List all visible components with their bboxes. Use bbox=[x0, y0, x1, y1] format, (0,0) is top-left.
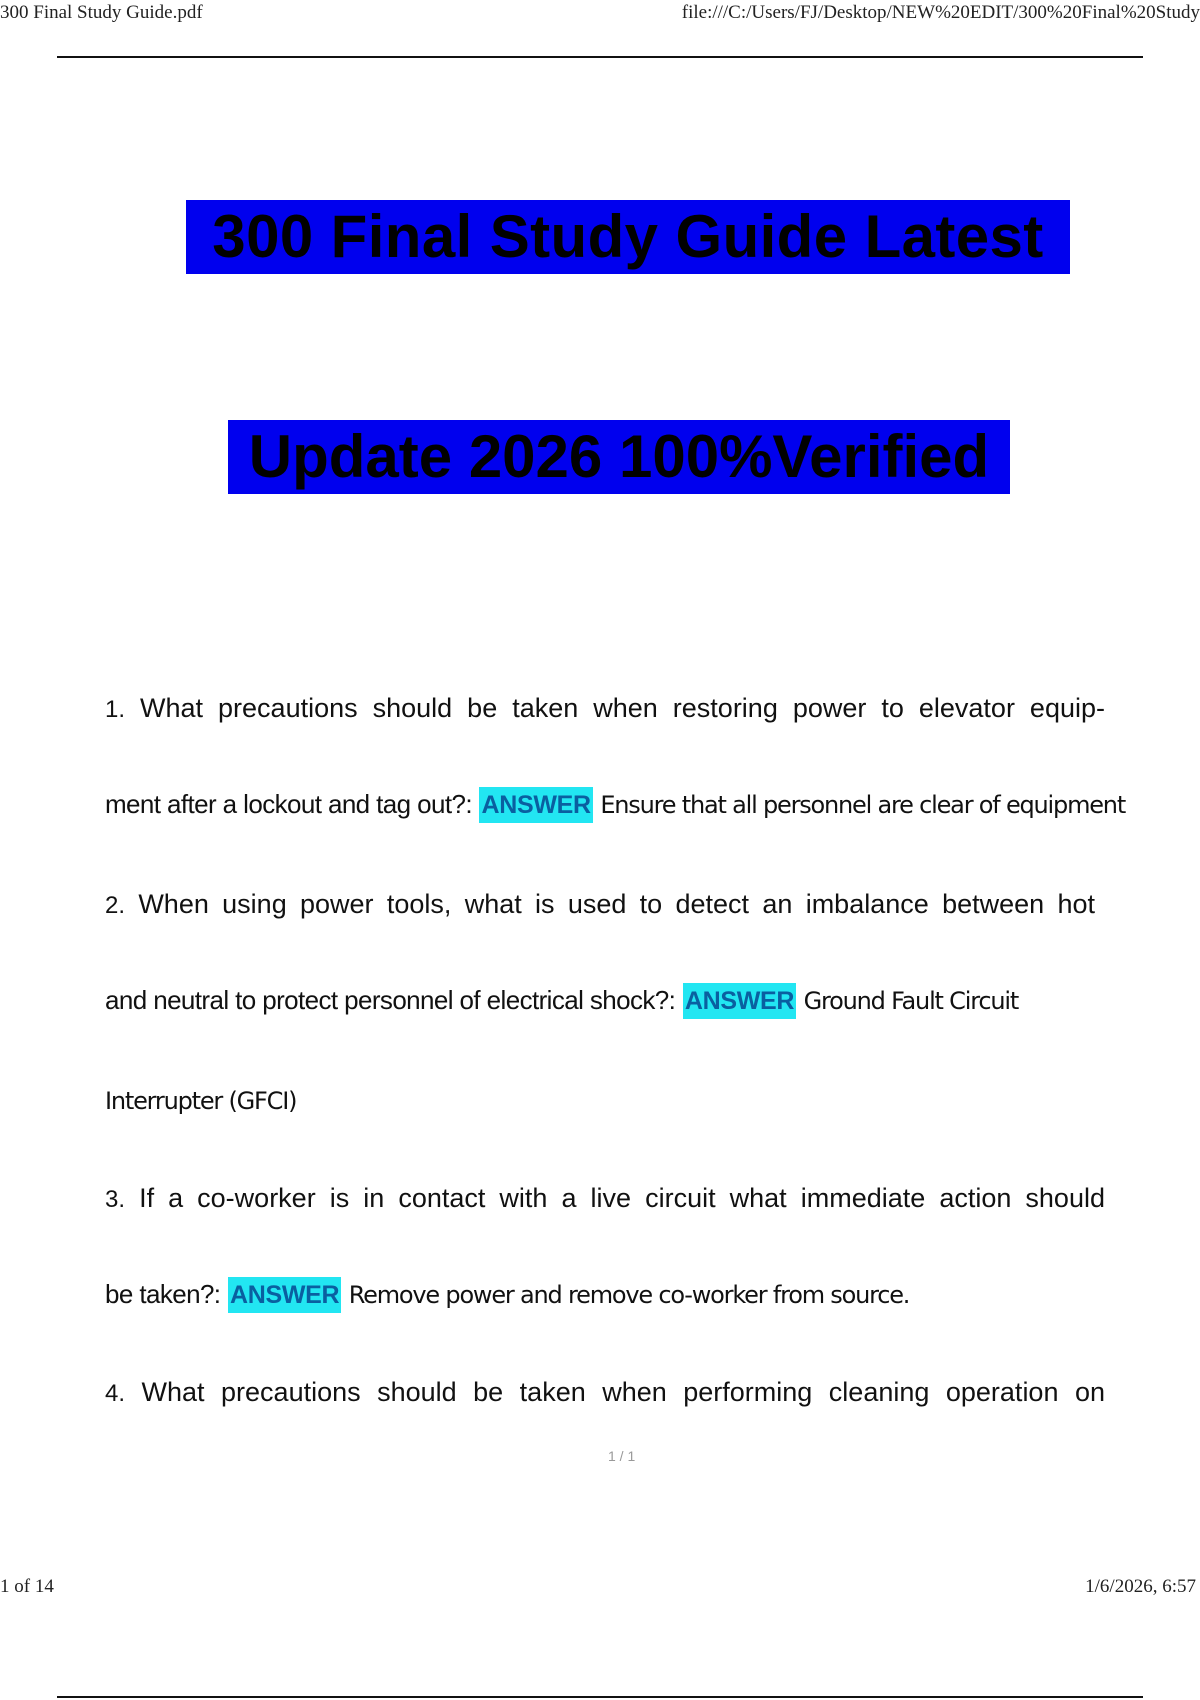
print-datetime: 1/6/2026, 6:57 bbox=[1085, 1576, 1196, 1597]
question-text: be taken?: bbox=[105, 1279, 221, 1309]
document-file-name: 300 Final Study Guide.pdf bbox=[0, 2, 203, 23]
page-marker: 1 / 1 bbox=[608, 1448, 636, 1464]
title-line-2: Update 2026 100%Verified bbox=[228, 420, 1010, 494]
answer-label: ANSWER bbox=[479, 787, 592, 823]
question-2-line-1 bbox=[105, 884, 1095, 926]
question-text: What precautions should be taken when performing cleaning operation on bbox=[141, 1377, 1105, 1407]
question-1-line-2 bbox=[105, 784, 1126, 825]
question-1-line-1 bbox=[105, 688, 1105, 730]
question-number: 1. bbox=[105, 696, 126, 723]
title-line-1: 300 Final Study Guide Latest bbox=[186, 200, 1070, 274]
answer-text-continued: Interrupter (GFCI) bbox=[105, 1087, 297, 1115]
question-number: 2. bbox=[105, 892, 126, 919]
answer-text: Remove power and remove co-worker from source. bbox=[348, 1281, 910, 1309]
question-text: If a co-worker is in contact with a live circuit what immediate action should bbox=[139, 1183, 1105, 1213]
question-2-line-2 bbox=[105, 980, 1105, 1021]
answer-text: Ensure that all personnel are clear of equipment bbox=[600, 791, 1126, 819]
page-count: 1 of 14 bbox=[0, 1576, 54, 1597]
question-4-line-1 bbox=[105, 1372, 1105, 1414]
header-rule bbox=[57, 56, 1143, 58]
question-text: and neutral to protect personnel of electrical shock?: bbox=[105, 985, 676, 1015]
question-text: What precautions should be taken when restoring power to elevator equip- bbox=[140, 693, 1105, 723]
answer-text: Ground Fault Circuit bbox=[803, 987, 1019, 1015]
question-2-line-3 bbox=[105, 1080, 1105, 1121]
question-text: When using power tools, what is used to detect an imbalance between hot bbox=[138, 889, 1095, 919]
footer-rule bbox=[57, 1696, 1143, 1698]
question-number: 3. bbox=[105, 1186, 126, 1213]
answer-label: ANSWER bbox=[683, 983, 796, 1019]
question-3-line-1 bbox=[105, 1178, 1105, 1220]
question-number: 4. bbox=[105, 1380, 126, 1407]
question-text: ment after a lockout and tag out?: bbox=[105, 789, 472, 819]
answer-label: ANSWER bbox=[228, 1277, 341, 1313]
document-file-path: file:///C:/Users/FJ/Desktop/NEW%20EDIT/300%20Final%20Study bbox=[681, 2, 1200, 23]
question-3-line-2 bbox=[105, 1274, 1105, 1315]
